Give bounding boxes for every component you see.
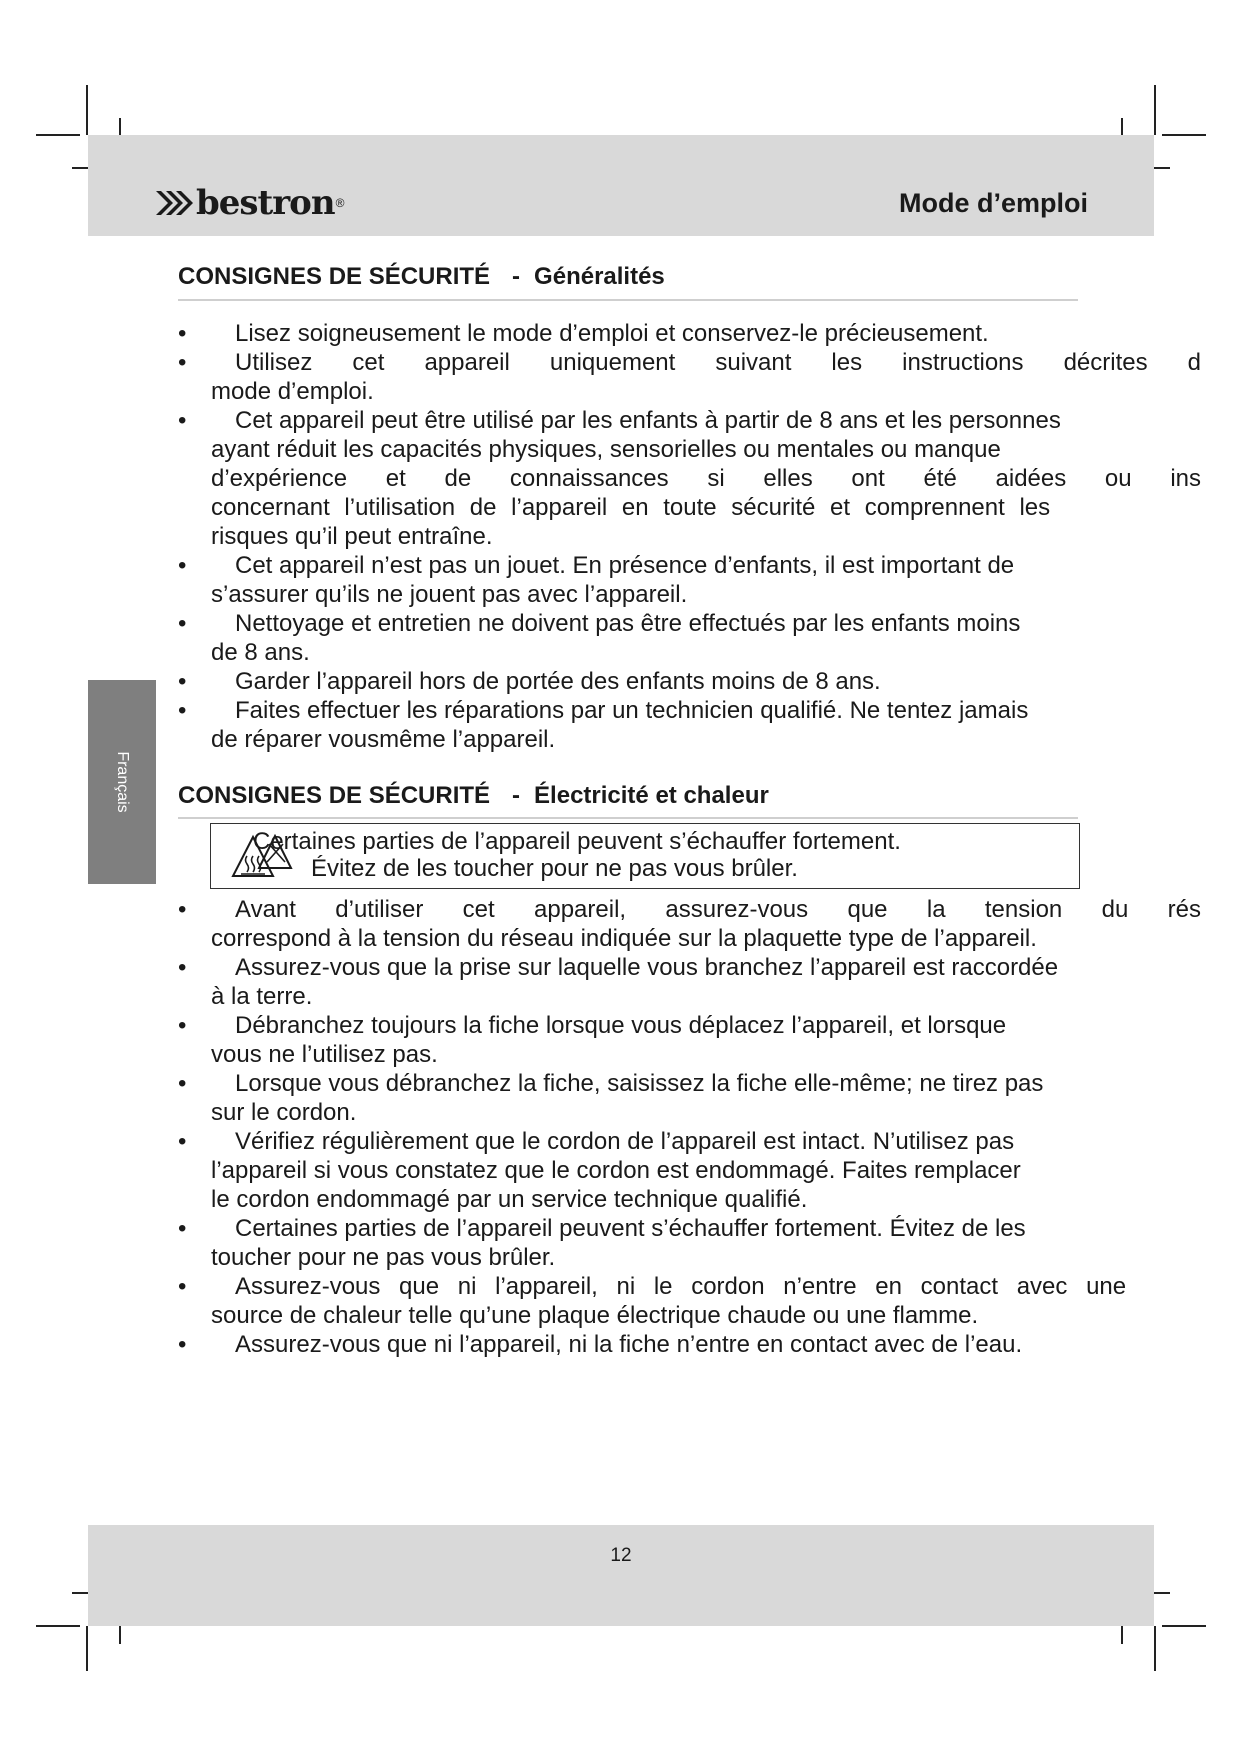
crop-mark [36,1625,80,1627]
body-line: Lorsque vous débranchez la fiche, saisissez la fiche elle-même; ne tirez pas [235,1070,1044,1097]
crop-mark [1154,85,1156,135]
body-line: Débranchez toujours la fiche lorsque vous déplacez l’appareil, et lorsque [235,1012,1007,1039]
body-line: le cordon endommagé par un service technique qualifié. [211,1186,808,1213]
section-title-general [178,263,665,291]
body-line: Avant d’utiliser cet appareil, assurez-vous que la tension du rés [235,896,1201,923]
language-tab-label: Français [114,751,131,813]
bullet-marker: • [178,1070,187,1097]
chevron-logo-icon [154,188,194,218]
body-line: Cet appareil peut être utilisé par les enfants à partir de 8 ans et les personnes [235,407,1061,434]
bullet-marker: • [178,349,187,376]
crop-mark [1162,1625,1206,1627]
section-title-electricity [178,782,769,810]
body-line: Faites effectuer les réparations par un technicien qualifié. Ne tentez jamais [235,697,1029,724]
body-line: risques qu’il peut entraîne. [211,523,493,550]
body-line: Assurez-vous que ni l’appareil, ni le cordon n’entre en contact avec une [235,1273,1127,1300]
bullet-marker: • [178,668,187,695]
page-number: 12 [610,1545,632,1566]
language-tab [88,680,156,884]
registered-mark: ® [335,196,345,210]
body-line: Garder l’appareil hors de portée des enfants moins de 8 ans. [235,668,881,695]
body-line: Lisez soigneusement le mode d’emploi et conservez-le précieusement. [235,320,989,347]
section-divider [178,299,1078,301]
bullet-marker: • [178,1331,187,1358]
section-title-text: CONSIGNES DE SÉCURITÉ [178,263,491,290]
body-line: Nettoyage et entretien ne doivent pas être effectués par les enfants moins [235,610,1021,637]
body-line: l’appareil si vous constatez que le cordon est endommagé. Faites remplacer [211,1157,1021,1184]
crop-mark [1162,134,1206,136]
section-title-separator: - [512,263,521,290]
body-line: de réparer vousmême l’appareil. [211,726,556,753]
body-line: mode d’emploi. [211,378,374,405]
bullet-marker: • [178,1012,187,1039]
footer-band [88,1525,1154,1626]
crop-mark [36,134,80,136]
body-line: d’expérience et de connaissances si elles ont été aidées ou ins [211,465,1201,492]
section-divider [178,817,1078,819]
bullet-marker: • [178,320,187,347]
body-line: Certaines parties de l’appareil peuvent s’échauffer fortement. Évitez de les [235,1215,1026,1242]
bullet-marker: • [178,1128,187,1155]
bullet-marker: • [178,954,187,981]
crop-mark [86,85,88,135]
body-line: Assurez-vous que ni l’appareil, ni la fiche n’entre en contact avec de l’eau. [235,1331,1023,1358]
header-band [88,135,1154,236]
body-line: correspond à la tension du réseau indiquée sur la plaquette type de l’appareil. [211,925,1037,952]
section-subtitle: Généralités [534,263,665,290]
body-line: de 8 ans. [211,639,310,666]
bullet-marker: • [178,1215,187,1242]
body-line: sur le cordon. [211,1099,357,1126]
warning-line: Évitez de les toucher pour ne pas vous brûler. [311,855,798,882]
bullet-marker: • [178,697,187,724]
body-line: source de chaleur telle qu’une plaque électrique chaude ou une flamme. [211,1302,979,1329]
bullet-marker: • [178,1273,187,1300]
body-line: Vérifiez régulièrement que le cordon de l’appareil est intact. N’utilisez pas [235,1128,1015,1155]
body-line: Assurez-vous que la prise sur laquelle vous branchez l’appareil est raccordée [235,954,1059,981]
crop-mark [86,1626,88,1671]
body-line: vous ne l’utilisez pas. [211,1041,438,1068]
section-title-separator: - [512,782,521,809]
section-subtitle: Électricité et chaleur [534,782,769,809]
brand-name: bestron [196,183,335,223]
body-line: toucher pour ne pas vous brûler. [211,1244,556,1271]
body-line: Utilisez cet appareil uniquement suivant les instructions décrites d [235,349,1201,376]
body-line: ayant réduit les capacités physiques, sensorielles ou mentales ou manque [211,436,1001,463]
body-line: concernant l’utilisation de l’appareil en toute sécurité et comprennent les [211,494,1051,521]
body-line: s’assurer qu’ils ne jouent pas avec l’appareil. [211,581,688,608]
brand-logo [154,183,344,223]
section-title-text: CONSIGNES DE SÉCURITÉ [178,782,491,809]
document-title: Mode d’emploi [899,188,1088,218]
bullet-marker: • [178,610,187,637]
bullet-marker: • [178,552,187,579]
body-line: Cet appareil n’est pas un jouet. En présence d’enfants, il est important de [235,552,1015,579]
warning-line: Certaines parties de l’appareil peuvent s’échauffer fortement. [253,828,901,855]
crop-mark [1154,1626,1156,1671]
bullet-marker: • [178,407,187,434]
body-line: à la terre. [211,983,313,1010]
hot-surface-warning [210,823,1080,889]
bullet-marker: • [178,896,187,923]
